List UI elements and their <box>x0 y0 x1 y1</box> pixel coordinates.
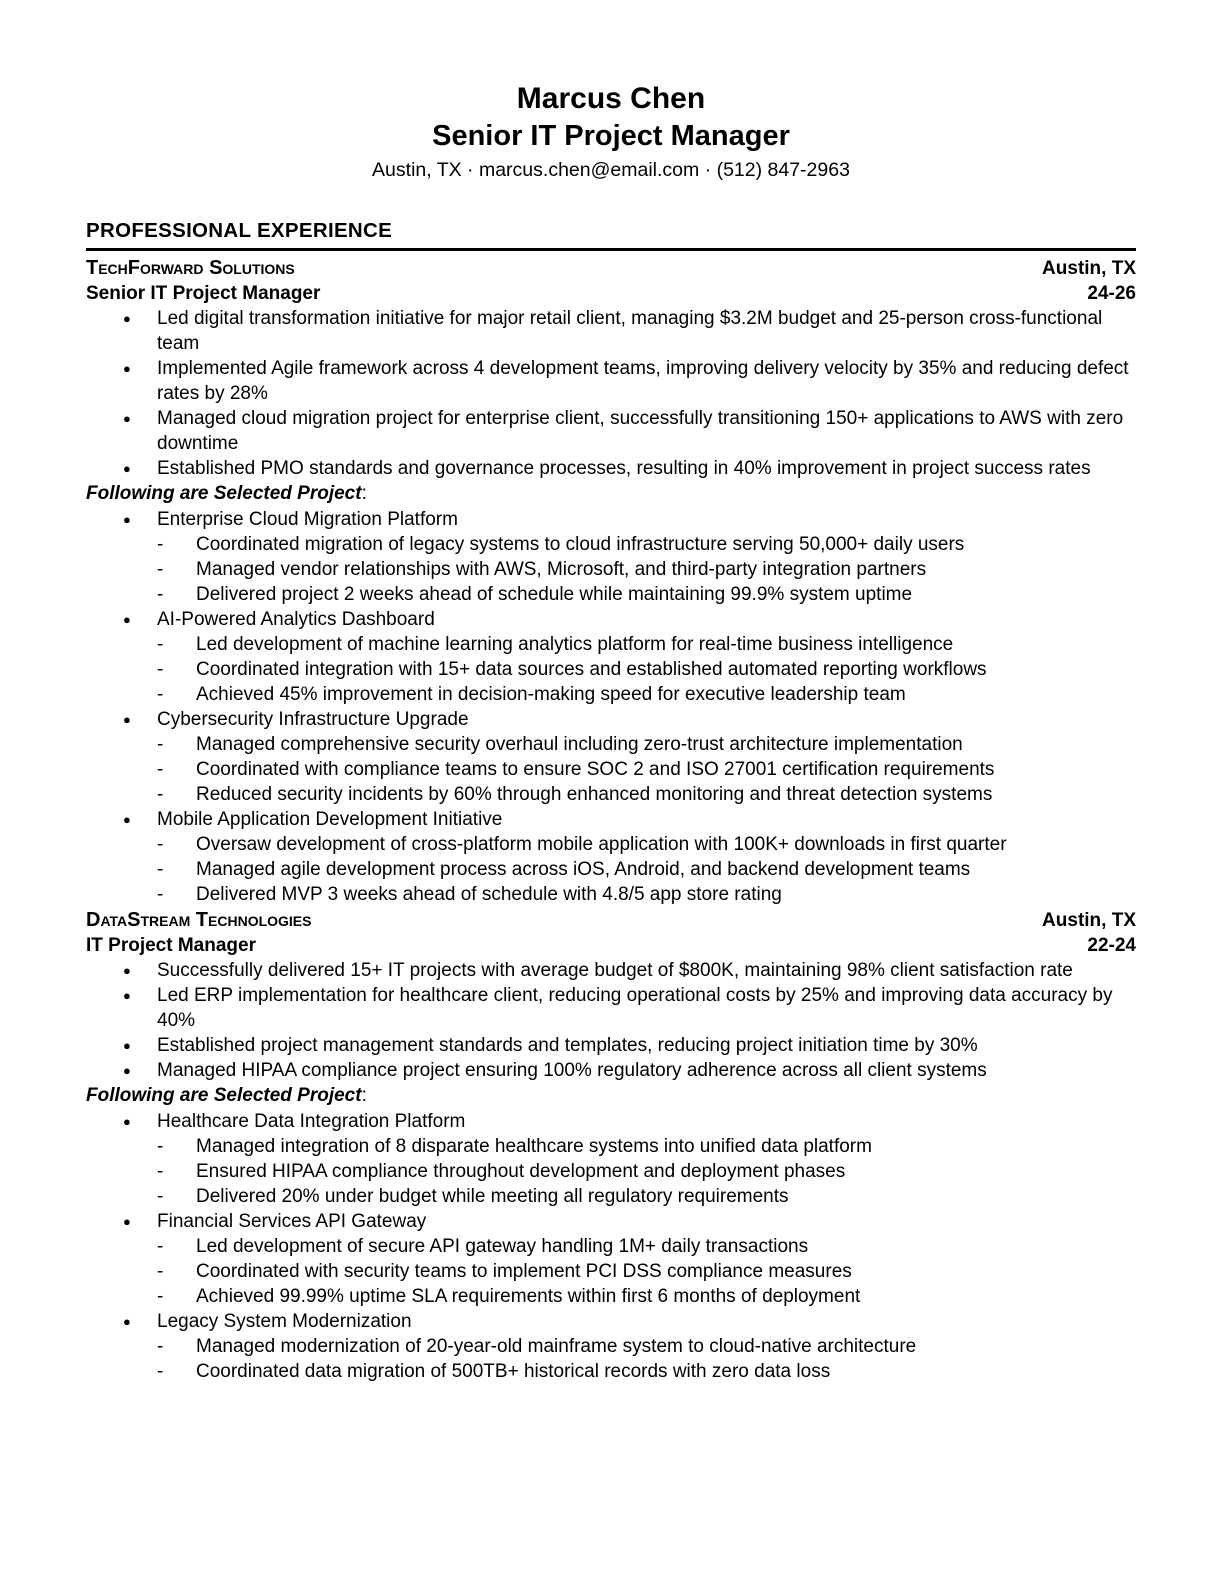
jobs-container <box>86 256 1136 1384</box>
project-detail-text: Delivered MVP 3 weeks ahead of schedule with 4.8/5 app store rating <box>196 884 782 905</box>
selected-projects-colon: : <box>361 1085 367 1106</box>
dash-icon: - <box>157 1161 164 1182</box>
highlight-item <box>86 356 1136 406</box>
bullet-icon: ● <box>123 812 131 827</box>
project-detail-item <box>86 657 1136 682</box>
project-item <box>86 807 1136 832</box>
project-detail-item <box>86 1359 1136 1384</box>
project-detail-text: Oversaw development of cross-platform mobile application with 100K+ downloads in first quarter <box>196 834 1007 855</box>
dash-icon: - <box>157 784 164 805</box>
highlight-text: Implemented Agile framework across 4 development teams, improving delivery velocity by 35% and reducing defect rates by 28% <box>157 358 1129 404</box>
job-title: IT Project Manager <box>86 935 256 956</box>
person-headline: Senior IT Project Manager <box>432 120 790 152</box>
project-item <box>86 1209 1136 1234</box>
person-name: Marcus Chen <box>516 82 706 115</box>
project-detail-text: Managed agile development process across iOS, Android, and backend development teams <box>196 859 971 880</box>
project-detail-text: Achieved 99.99% uptime SLA requirements within first 6 months of deployment <box>196 1286 861 1307</box>
resume-header <box>86 80 1136 183</box>
project-detail-item <box>86 632 1136 657</box>
highlight-text: Led digital transformation initiative for major retail client, managing $3.2M budget and 25-person cross-functional team <box>157 308 1103 354</box>
project-detail-item <box>86 732 1136 757</box>
highlight-item <box>86 406 1136 456</box>
highlight-text: Led ERP implementation for healthcare client, reducing operational costs by 25% and improving data accuracy by 40% <box>157 985 1113 1031</box>
bullet-icon: ● <box>123 712 131 727</box>
project-detail-item <box>86 682 1136 707</box>
highlight-item <box>86 1058 1136 1083</box>
dash-icon: - <box>157 559 164 580</box>
dash-icon: - <box>157 534 164 555</box>
bullet-icon: ● <box>123 1314 131 1329</box>
job-block <box>86 908 1136 1384</box>
bullet-icon: ● <box>123 411 131 426</box>
highlight-item <box>86 958 1136 983</box>
company-name: DataStream Technologies <box>86 909 312 931</box>
project-detail-text: Coordinated with compliance teams to ensure SOC 2 and ISO 27001 certification requirements <box>196 759 995 780</box>
project-item <box>86 1109 1136 1134</box>
project-detail-item <box>86 532 1136 557</box>
project-detail-item <box>86 1334 1136 1359</box>
job-title-row <box>86 933 1136 958</box>
bullet-icon: ● <box>123 1114 131 1129</box>
dash-icon: - <box>157 759 164 780</box>
bullet-icon: ● <box>123 988 131 1003</box>
project-detail-text: Delivered project 2 weeks ahead of schedule while maintaining 99.9% system uptime <box>196 584 913 605</box>
bullet-icon: ● <box>123 512 131 527</box>
project-detail-item <box>86 782 1136 807</box>
dash-icon: - <box>157 1261 164 1282</box>
contact-line: Austin, TX · marcus.chen@email.com · (512) 847-2963 <box>372 159 850 181</box>
project-detail-text: Delivered 20% under budget while meeting all regulatory requirements <box>196 1186 789 1207</box>
project-detail-text: Managed integration of 8 disparate healthcare systems into unified data platform <box>196 1136 872 1157</box>
project-item <box>86 707 1136 732</box>
project-detail-text: Reduced security incidents by 60% through enhanced monitoring and threat detection systems <box>196 784 993 805</box>
project-detail-item <box>86 757 1136 782</box>
project-detail-text: Coordinated with security teams to implement PCI DSS compliance measures <box>196 1261 852 1282</box>
project-detail-item <box>86 857 1136 882</box>
dash-icon: - <box>157 584 164 605</box>
selected-projects-label <box>86 481 1136 507</box>
project-item <box>86 507 1136 532</box>
job-title: Senior IT Project Manager <box>86 283 321 304</box>
dash-icon: - <box>157 1361 164 1382</box>
dash-icon: - <box>157 884 164 905</box>
dash-icon: - <box>157 734 164 755</box>
project-detail-text: Coordinated integration with 15+ data sources and established automated reporting workflows <box>196 659 987 680</box>
project-detail-item <box>86 882 1136 907</box>
project-detail-item <box>86 1234 1136 1259</box>
project-detail-text: Led development of machine learning analytics platform for real-time business intelligence <box>196 634 954 655</box>
selected-projects-label <box>86 1083 1136 1109</box>
project-detail-text: Coordinated data migration of 500TB+ historical records with zero data loss <box>196 1361 831 1382</box>
job-title-row <box>86 281 1136 306</box>
project-detail-text: Led development of secure API gateway handling 1M+ daily transactions <box>196 1236 809 1257</box>
job-block <box>86 256 1136 907</box>
dash-icon: - <box>157 1236 164 1257</box>
job-dates: 24-26 <box>1087 283 1136 304</box>
bullet-icon: ● <box>123 361 131 376</box>
company-name: TechForward Solutions <box>86 257 295 279</box>
bullet-icon: ● <box>123 311 131 326</box>
job-location: Austin, TX <box>1042 910 1136 931</box>
highlight-item <box>86 456 1136 481</box>
project-detail-text: Managed modernization of 20-year-old mainframe system to cloud-native architecture <box>196 1336 917 1357</box>
dash-icon: - <box>157 634 164 655</box>
project-detail-text: Achieved 45% improvement in decision-making speed for executive leadership team <box>196 684 906 705</box>
project-name: Cybersecurity Infrastructure Upgrade <box>157 709 469 730</box>
section-heading-professional-experience: PROFESSIONAL EXPERIENCE <box>86 219 1136 251</box>
project-name: Enterprise Cloud Migration Platform <box>157 509 458 530</box>
project-detail-item <box>86 1134 1136 1159</box>
highlight-text: Established PMO standards and governance processes, resulting in 40% improvement in project success rates <box>157 458 1091 479</box>
highlight-item <box>86 983 1136 1033</box>
dash-icon: - <box>157 859 164 880</box>
dash-icon: - <box>157 1136 164 1157</box>
selected-projects-colon: : <box>361 483 367 504</box>
dash-icon: - <box>157 1286 164 1307</box>
project-detail-item <box>86 582 1136 607</box>
project-detail-text: Managed vendor relationships with AWS, Microsoft, and third-party integration partners <box>196 559 927 580</box>
project-name: Healthcare Data Integration Platform <box>157 1111 466 1132</box>
project-detail-item <box>86 1259 1136 1284</box>
selected-projects-label-text: Following are Selected Project <box>86 483 362 504</box>
job-company-row <box>86 256 1136 281</box>
project-detail-text: Coordinated migration of legacy systems to cloud infrastructure serving 50,000+ daily users <box>196 534 965 555</box>
dash-icon: - <box>157 684 164 705</box>
highlight-item <box>86 306 1136 356</box>
job-location: Austin, TX <box>1042 258 1136 279</box>
highlight-text: Established project management standards and templates, reducing project initiation time by 30% <box>157 1035 978 1056</box>
bullet-icon: ● <box>123 461 131 476</box>
project-item <box>86 607 1136 632</box>
dash-icon: - <box>157 1186 164 1207</box>
project-name: Legacy System Modernization <box>157 1311 412 1332</box>
highlight-text: Managed HIPAA compliance project ensuring 100% regulatory adherence across all client systems <box>157 1060 987 1081</box>
highlight-item <box>86 1033 1136 1058</box>
project-detail-item <box>86 1284 1136 1309</box>
job-dates: 22-24 <box>1087 935 1136 956</box>
project-name: AI-Powered Analytics Dashboard <box>157 609 435 630</box>
bullet-icon: ● <box>123 963 131 978</box>
bullet-icon: ● <box>123 612 131 627</box>
project-detail-text: Ensured HIPAA compliance throughout development and deployment phases <box>196 1161 846 1182</box>
job-company-row <box>86 908 1136 933</box>
dash-icon: - <box>157 1336 164 1357</box>
project-detail-item <box>86 832 1136 857</box>
dash-icon: - <box>157 834 164 855</box>
bullet-icon: ● <box>123 1063 131 1078</box>
project-name: Financial Services API Gateway <box>157 1211 427 1232</box>
project-detail-item <box>86 1184 1136 1209</box>
selected-projects-label-text: Following are Selected Project <box>86 1085 362 1106</box>
project-detail-item <box>86 557 1136 582</box>
bullet-icon: ● <box>123 1038 131 1053</box>
project-detail-text: Managed comprehensive security overhaul including zero-trust architecture implementation <box>196 734 963 755</box>
dash-icon: - <box>157 659 164 680</box>
project-item <box>86 1309 1136 1334</box>
project-name: Mobile Application Development Initiative <box>157 809 503 830</box>
project-detail-item <box>86 1159 1136 1184</box>
bullet-icon: ● <box>123 1214 131 1229</box>
highlight-text: Managed cloud migration project for enterprise client, successfully transitioning 150+ applications to AWS with zero downtime <box>157 408 1124 454</box>
highlight-text: Successfully delivered 15+ IT projects with average budget of $800K, maintaining 98% client satisfaction rate <box>157 960 1073 981</box>
